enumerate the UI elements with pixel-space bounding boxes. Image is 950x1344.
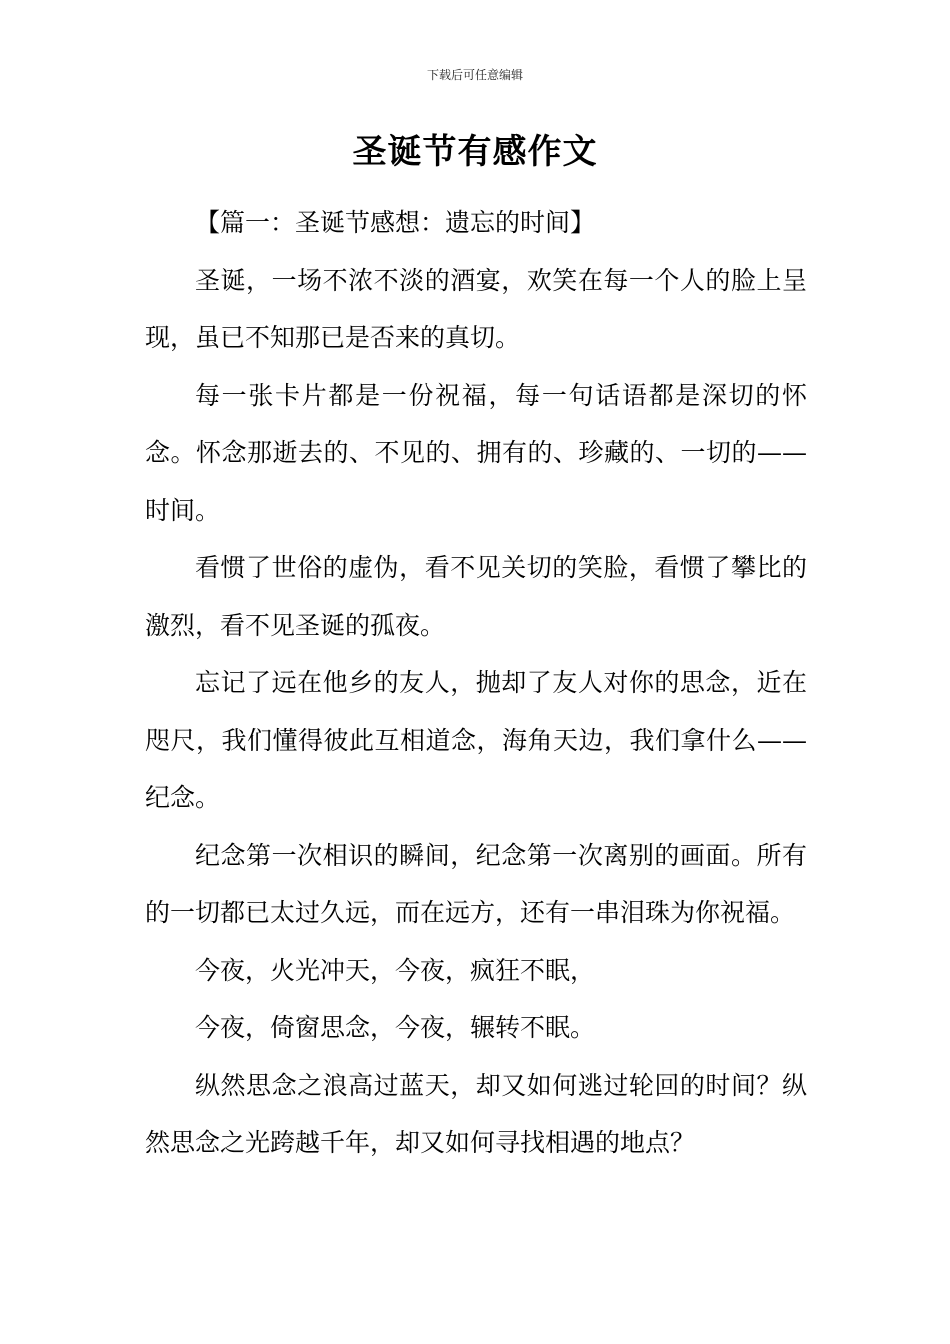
section-heading: 【篇一：圣诞节感想：遗忘的时间】 (195, 208, 596, 237)
paragraph: 忘记了远在他乡的友人，抛却了友人对你的思念，近在咫尺，我们懂得彼此互相道念，海角天边，我们拿什么——纪念。 (145, 668, 807, 812)
document-title: 圣诞节有感作文 (352, 132, 598, 172)
paragraph: 看惯了世俗的虚伪，看不见关切的笑脸，看惯了攀比的激烈，看不见圣诞的孤夜。 (145, 553, 807, 640)
paragraph: 纪念第一次相识的瞬间，纪念第一次离别的画面。所有的一切都已太过久远，而在远方，还有一串泪珠为你祝福。 (145, 840, 807, 927)
paragraph: 今夜，火光冲天，今夜，疯狂不眠， (195, 955, 596, 985)
document-body (145, 194, 807, 1172)
paragraph: 每一张卡片都是一份祝福，每一句话语都是深切的怀念。怀念那逝去的、不见的、拥有的、珍藏的、一切的——时间。 (145, 380, 807, 525)
header-note: 下载后可任意编辑 (426, 68, 523, 82)
paragraph: 圣诞，一场不浓不淡的酒宴，欢笑在每一个人的脸上呈现，虽已不知那已是否来的真切。 (145, 265, 807, 352)
paragraph: 纵然思念之浪高过蓝天，却又如何逃过轮回的时间？纵然思念之光跨越千年，却又如何寻找相遇的地点？ (145, 1070, 807, 1157)
paragraph: 今夜，倚窗思念，今夜，辗转不眠。 (195, 1013, 596, 1042)
